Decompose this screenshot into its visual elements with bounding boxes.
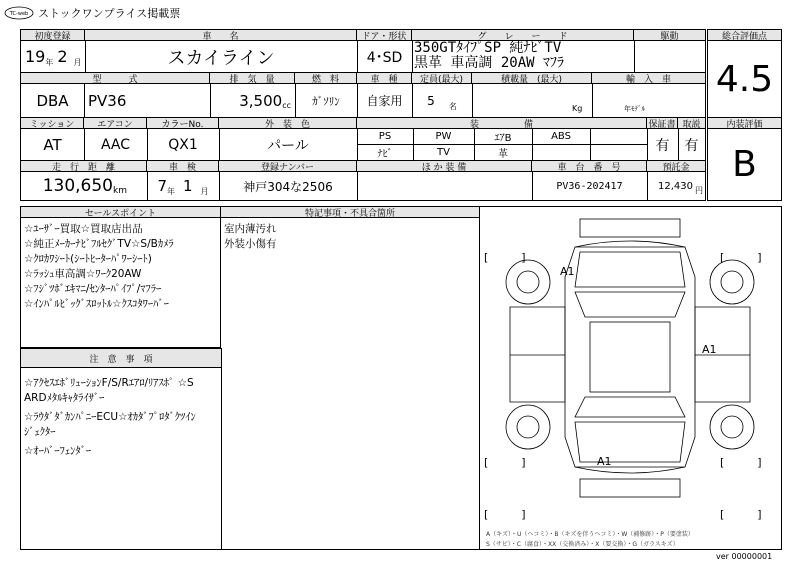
hdr-first-reg: 初度登録 — [21, 30, 85, 41]
color-no-value: QX1 — [168, 136, 198, 153]
wheel-front-right — [710, 260, 754, 304]
document-title: ストックワンプライス掲載票 — [38, 7, 181, 20]
inspection-value — [147, 172, 219, 200]
capacity-value — [412, 84, 472, 117]
equip-pw: PW — [435, 131, 452, 142]
capacity-number: 5 — [427, 93, 435, 108]
hdr-exterior-color: 外 装 色 — [219, 118, 357, 129]
legend-line-1: A（キズ）・U（ヘコミ）・B（キズを伴うヘコミ）・W（補修跡）・P（要塗装） — [486, 531, 694, 538]
hdr-mileage: 走 行 距 離 — [21, 161, 147, 172]
cautions-list — [24, 376, 196, 459]
equip-abs: ABS — [551, 131, 571, 142]
grade-value — [414, 41, 634, 72]
hdr-car-name: 車 名 — [85, 30, 357, 41]
bracket-mark: [ ] — [720, 251, 762, 264]
hdr-special-notes: 特記事項・不具合箇所 — [221, 207, 479, 218]
wheel-rear-right — [710, 405, 754, 449]
hdr-import: 輸 入 車 — [592, 73, 705, 84]
version-label: ver 00000001 — [716, 552, 773, 561]
sales-point: ☆純正ﾒｰｶｰﾅﾋﾞﾌﾙｾｸﾞTV☆S/Bｶﾒﾗ — [24, 238, 174, 250]
hdr-drive: 駆動 — [634, 30, 705, 41]
car-body-outline — [565, 247, 695, 467]
wheel-rear-left — [506, 405, 550, 449]
hdr-deposit: 預託金 — [647, 161, 705, 172]
load-unit: Kg — [572, 104, 583, 113]
sales-point: ☆ﾗｯｼｭ車高調☆ﾜｰｸ20AW — [24, 268, 142, 280]
overall-rating-value: 4.5 — [715, 58, 774, 100]
logo-text: TC-web — [9, 11, 29, 17]
sales-points-list — [24, 222, 174, 312]
caution-item: ☆ﾗｳﾀﾞﾀﾞｶﾝﾊﾟﾆｰECU☆ｵｶﾀﾞﾌﾟﾛﾀﾞｸﾂｲﾝ — [24, 411, 196, 423]
hdr-sales-points: セールスポイント — [21, 207, 220, 218]
wheel-front-left-inner — [517, 271, 539, 293]
bracket-mark: [ ] — [484, 508, 526, 521]
equip-airbag: ｴｱB — [494, 133, 512, 144]
hdr-other-equipment: ほ か 装 備 — [357, 161, 532, 172]
first-reg-month: 2 — [57, 47, 68, 66]
mission-value: AT — [43, 135, 62, 154]
logo-icon — [4, 6, 34, 20]
windshield — [575, 292, 685, 317]
caution-item: ｼﾞｪｸﾀｰ — [24, 426, 56, 438]
sales-point: ☆ｲﾝﾊﾟﾙﾋﾞｯｸﾞｽﾛｯﾄﾙ☆ｸｽｺﾀﾜｰﾊﾞｰ — [24, 298, 169, 310]
mileage-value — [21, 172, 147, 200]
special-notes-panel — [221, 206, 480, 550]
hdr-car-type: 車 種 — [357, 73, 412, 84]
damage-diagram-panel — [480, 206, 782, 550]
rear-fascia — [580, 479, 680, 497]
wheel-front-right-inner — [721, 271, 743, 293]
import-note: 年ﾓﾃﾞﾙ — [624, 105, 645, 113]
inspect-month-unit: 月 — [200, 186, 209, 196]
inspect-month: 1 — [183, 177, 193, 195]
logo — [4, 5, 34, 19]
inspect-year-unit: 年 — [167, 186, 175, 196]
inspect-year: 7 — [157, 177, 167, 195]
hdr-cautions: 注 意 事 項 — [21, 348, 221, 368]
cautions-panel — [20, 348, 222, 550]
manual-value: 有 — [684, 137, 699, 154]
displacement-number: 3,500 — [239, 91, 283, 110]
equip-tv: TV — [437, 147, 450, 158]
capacity-unit: 名 — [448, 102, 457, 111]
door-value: 4･SD — [366, 49, 403, 66]
aircon-value: AAC — [100, 136, 131, 153]
front-bumper — [575, 241, 685, 247]
deposit-unit: 円 — [695, 185, 703, 195]
car-type-value: 自家用 — [366, 94, 403, 108]
caution-item: ☆ｱｸｾｽｴﾎﾞﾘｭｰｼｮﾝF/S/Rｴｱﾛ/ﾘｱｽﾎﾟ ☆S — [24, 377, 194, 389]
grade-line-2: 黒革 車高調 20AW ﾏﾌﾗ — [414, 55, 565, 71]
interior-rating-value: B — [732, 144, 757, 185]
hdr-fuel: 燃 料 — [295, 73, 357, 84]
hdr-aircon: エアコン — [84, 118, 147, 129]
hdr-overall-rating: 総合評価点 — [708, 30, 781, 41]
fuel-value: ｶﾞｿﾘﾝ — [312, 94, 340, 108]
bracket-mark: [ ] — [484, 456, 526, 469]
hdr-capacity: 定員(最大) — [412, 73, 472, 84]
damage-mark: A1 — [560, 265, 575, 278]
equip-ps: PS — [378, 131, 392, 142]
front-fascia — [580, 219, 680, 237]
car-name-value: スカイライン — [167, 47, 275, 69]
wheel-front-left — [506, 260, 550, 304]
caution-item: ARDﾒﾀﾙｷｬﾀﾗｲｻﾞｰ — [24, 392, 105, 404]
first-reg-month-unit: 月 — [73, 58, 82, 67]
wheel-rear-right-inner — [721, 416, 743, 438]
trunk-panel — [575, 422, 685, 462]
hdr-interior-rating: 内装評価 — [708, 118, 781, 129]
hdr-door-shape: ドア・形状 — [357, 30, 412, 41]
bracket-mark: [ ] — [484, 251, 526, 264]
caution-item: ☆ｵｰﾊﾞｰﾌｪﾝﾀﾞｰ — [24, 445, 92, 457]
sales-point: ☆ﾕｰｻﾞｰ買取☆買取店出品 — [24, 223, 143, 235]
wheel-rear-left-inner — [517, 416, 539, 438]
grade-line-1: 350GTﾀｲﾌﾟSP 純ﾅﾋﾞTV — [414, 40, 562, 56]
exterior-color-value: パール — [267, 137, 309, 154]
hdr-warranty: 保証書 — [647, 118, 678, 129]
hdr-grade: グ レ ー ド — [412, 30, 634, 41]
hdr-displacement: 排 気 量 — [210, 73, 295, 84]
hdr-plate: 登録ナンバー — [219, 161, 357, 172]
mileage-number: 130,650 — [42, 176, 114, 196]
hdr-manual: 取説 — [678, 118, 705, 129]
deposit-number: 12,430 — [658, 180, 693, 192]
rear-bumper — [575, 467, 685, 473]
roof-panel — [590, 322, 670, 392]
damage-mark: A1 — [702, 343, 717, 356]
bracket-mark: [ ] — [720, 508, 762, 521]
first-reg-value — [21, 41, 85, 72]
hdr-color-no: カラーNo. — [147, 118, 219, 129]
hdr-chassis-no: 車 台 番 号 — [532, 161, 647, 172]
mileage-unit: km — [113, 186, 127, 196]
rear-window — [575, 397, 685, 417]
special-note: 外装小傷有 — [224, 238, 277, 250]
warranty-value: 有 — [655, 137, 670, 154]
model-prefix: DBA — [36, 91, 69, 110]
hdr-mission: ミッション — [21, 118, 84, 129]
deposit-value — [647, 172, 705, 200]
sales-point: ☆ﾌｼﾞﾂﾎﾞｴｷﾏﾆ/ｾﾝﾀｰﾊﾟｲﾌﾟ/ﾏﾌﾗｰ — [24, 283, 162, 295]
displacement-unit: cc — [282, 101, 291, 110]
hood-panel — [575, 252, 685, 287]
damage-mark: A1 — [597, 455, 612, 468]
hdr-load: 積載量 (最大) — [472, 73, 592, 84]
special-note: 室内薄汚れ — [224, 223, 277, 235]
sales-point: ☆ｸﾛｶﾜｼｰﾄ(ｼｰﾄﾋｰﾀｰﾊﾟﾜｰｼｰﾄ) — [24, 253, 152, 265]
chassis-no-value: PV36-202417 — [556, 180, 623, 192]
equip-leather: 革 — [498, 149, 508, 160]
car-diagram — [480, 207, 780, 551]
bracket-mark: [ ] — [720, 456, 762, 469]
hdr-inspection: 車 検 — [147, 161, 219, 172]
hdr-equipment: 装 備 — [357, 118, 647, 129]
first-reg-year-unit: 年 — [45, 58, 54, 67]
special-notes-list — [224, 222, 277, 252]
left-side-panel — [510, 307, 565, 402]
sales-points-panel — [20, 206, 221, 348]
equip-navi: ﾅﾋﾞ — [377, 149, 393, 160]
legend-line-2: S（サビ）・C（腐食）・XX（交換済み）・X（要交換）・G（ガラスキズ） — [486, 541, 679, 548]
first-reg-year: 19 — [25, 47, 46, 66]
plate-value: 神戸304な2506 — [243, 179, 333, 194]
displacement-value — [210, 84, 295, 117]
hdr-model: 型 式 — [21, 73, 210, 84]
model-value: PV36 — [88, 91, 127, 110]
